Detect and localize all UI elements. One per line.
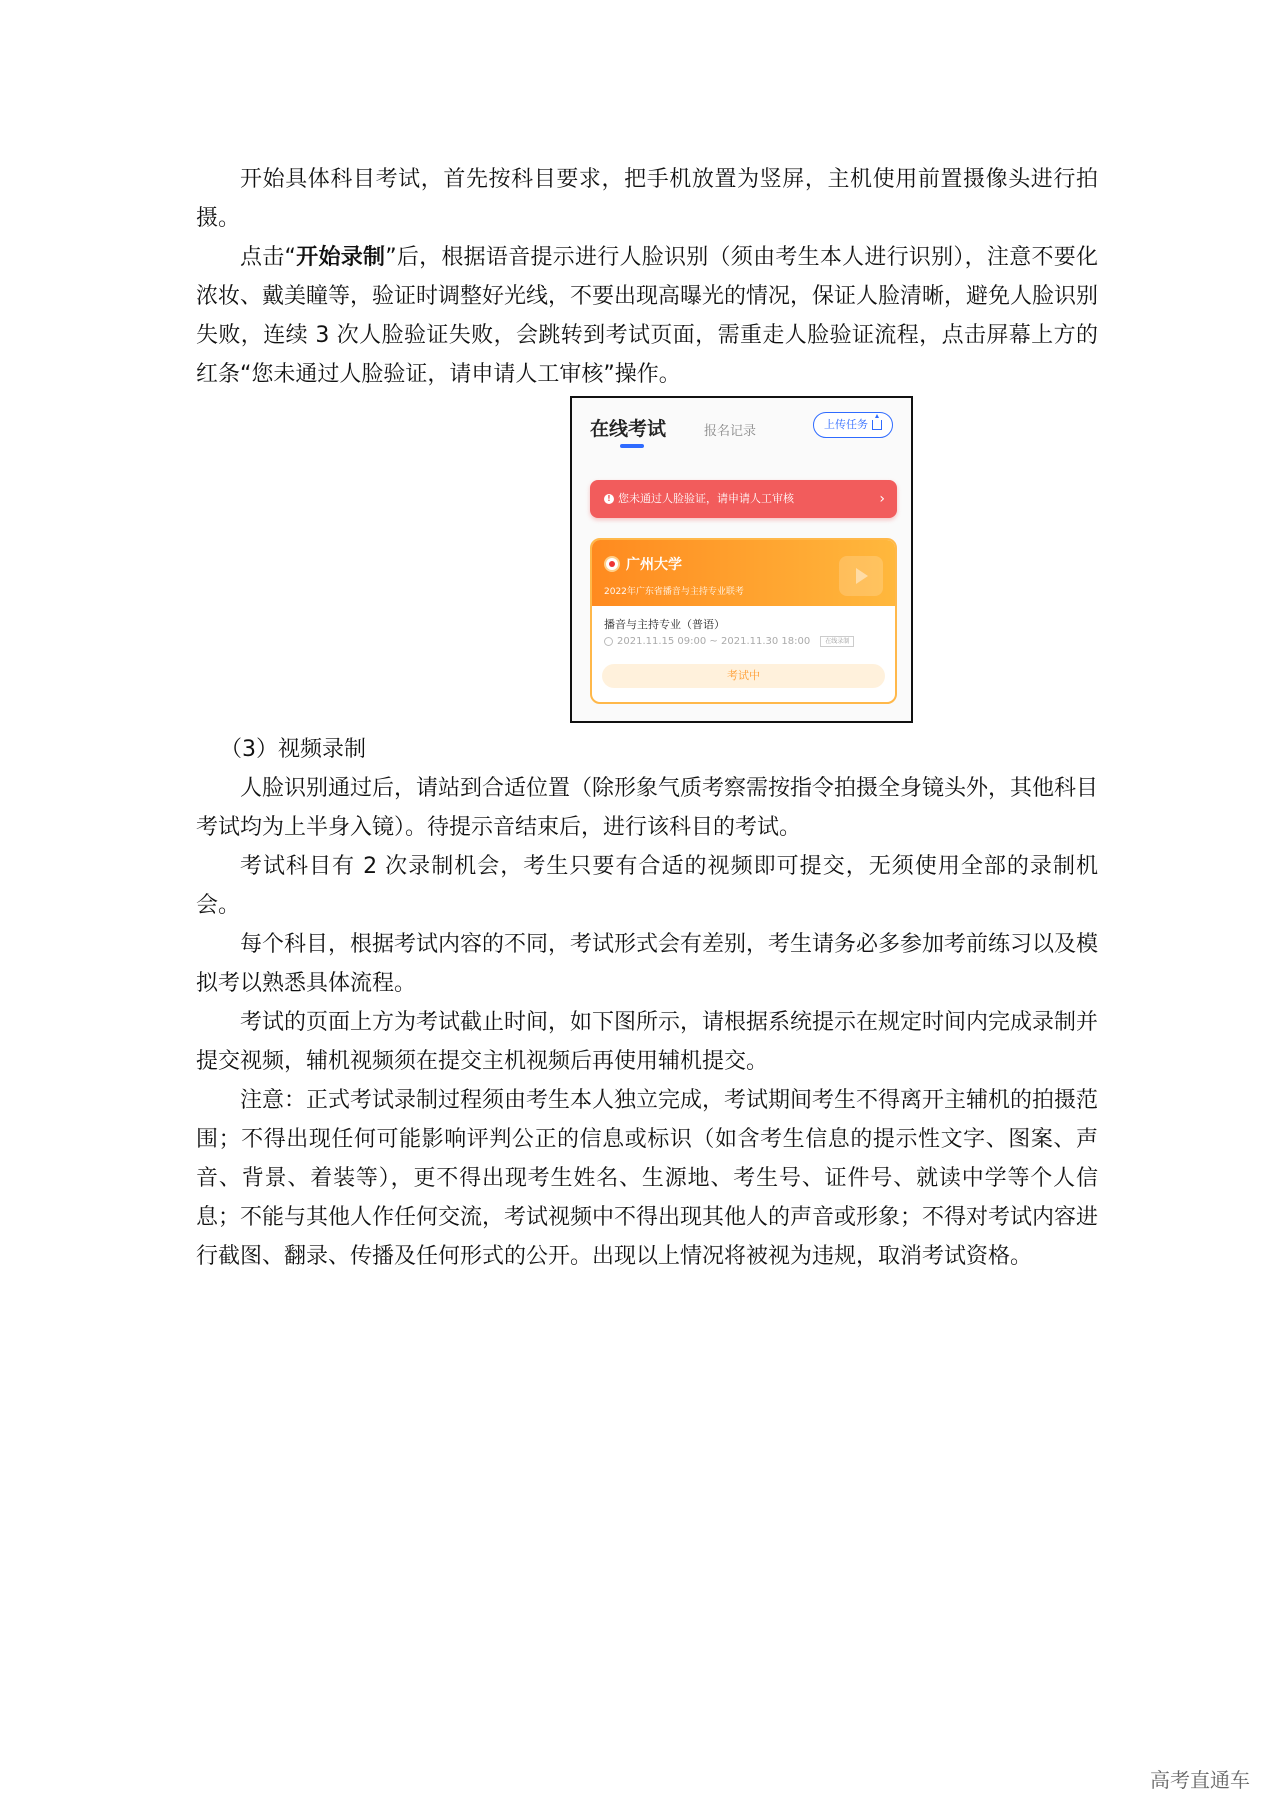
phone-header [590,412,893,452]
paragraph-7: 注意：正式考试录制过程须由考生本人独立完成，考试期间考生不得离开主辅机的拍摄范围；不得出现任何可能影响评判公正的信息或标识（如含考生信息的提示性文字、图案、声音、背景、着装等），更不得出现考生姓名、生源地、考生号、证件号、就读中学等个人信息；不能与其他人作任何交流，考试视频中不得出现其他人的声音或形象；不得对考试内容进行截图、翻录、传播及任何形式的公开。出现以上情况将被视为违规，取消考试资格。 [196,1088,1099,1269]
alert-text: 您未通过人脸验证，请申请人工审核 [618,492,794,505]
exam-name: 2022年广东省播音与主持专业联考 [604,587,744,597]
exam-time-range: 2021.11.15 09:00 ~ 2021.11.30 18:00 [617,636,811,647]
paragraph-2-pre: 点击“ [240,245,296,270]
paragraph-6: 考试的页面上方为考试截止时间，如下图所示，请根据系统提示在规定时间内完成录制并提交视频，辅机视频须在提交主机视频后再使用辅机提交。 [196,1010,1099,1074]
upload-task-button[interactable] [813,412,893,438]
exam-card[interactable] [590,538,897,704]
upload-task-label: 上传任务 [824,418,868,431]
play-icon [839,556,883,596]
paragraph-4: 考试科目有 2 次录制机会，考生只要有合适的视频即可提交，无须使用全部的录制机会。 [196,854,1098,918]
alert-icon: ! [604,494,614,504]
face-verify-alert-bar[interactable] [590,480,897,518]
footer-watermark: 高考直通车 [1150,1768,1250,1792]
exam-status-button[interactable]: 考试中 [602,664,885,688]
section-heading-video-record: （3）视频录制 [220,737,366,762]
school-logo-icon [604,556,620,572]
school-row [604,554,682,574]
exam-card-header [592,540,895,606]
school-name: 广州大学 [626,557,682,573]
phone-tab-registration[interactable]: 报名记录 [704,424,757,439]
document-body [196,160,1098,1276]
active-tab-indicator [620,444,644,448]
clock-icon [604,637,613,646]
online-record-tag: 在线录制 [820,636,854,647]
start-record-emphasis: 开始录制 [295,245,386,270]
paragraph-5: 每个科目，根据考试内容的不同，考试形式会有差别，考生请务必多参加考前练习以及模拟考以熟悉具体流程。 [196,932,1099,996]
exam-time-row [604,636,854,647]
chevron-right-icon: › [879,491,885,507]
upload-icon [872,420,882,430]
phone-tab-online-exam[interactable]: 在线考试 [590,418,667,440]
paragraph-3: 人脸识别通过后，请站到合适位置（除形象气质考察需按指令拍摄全身镜头外，其他科目考试均为上半身入镜）。待提示音结束后，进行该科目的考试。 [196,776,1099,840]
paragraph-2-post: ”后，根据语音提示进行人脸识别（须由考生本人进行识别），注意不要化浓妆、戴美瞳等，验证时调整好光线，不要出现高曝光的情况，保证人脸清晰，避免人脸识别失败，连续 3 次人脸验证失败，会跳转到考试页面，需重走人脸验证流程，点击屏幕上方的红条“您未通过人脸验证，请申请人工审核”操作。 [196,245,1099,387]
major-name: 播音与主持专业（普语） [604,618,725,631]
phone-screenshot [570,396,913,723]
paragraph-2 [196,238,1098,394]
exam-card-body [592,606,895,704]
figure-exam-screen [196,394,1098,730]
paragraph-1: 开始具体科目考试，首先按科目要求，把手机放置为竖屏，主机使用前置摄像头进行拍摄。 [196,167,1098,231]
